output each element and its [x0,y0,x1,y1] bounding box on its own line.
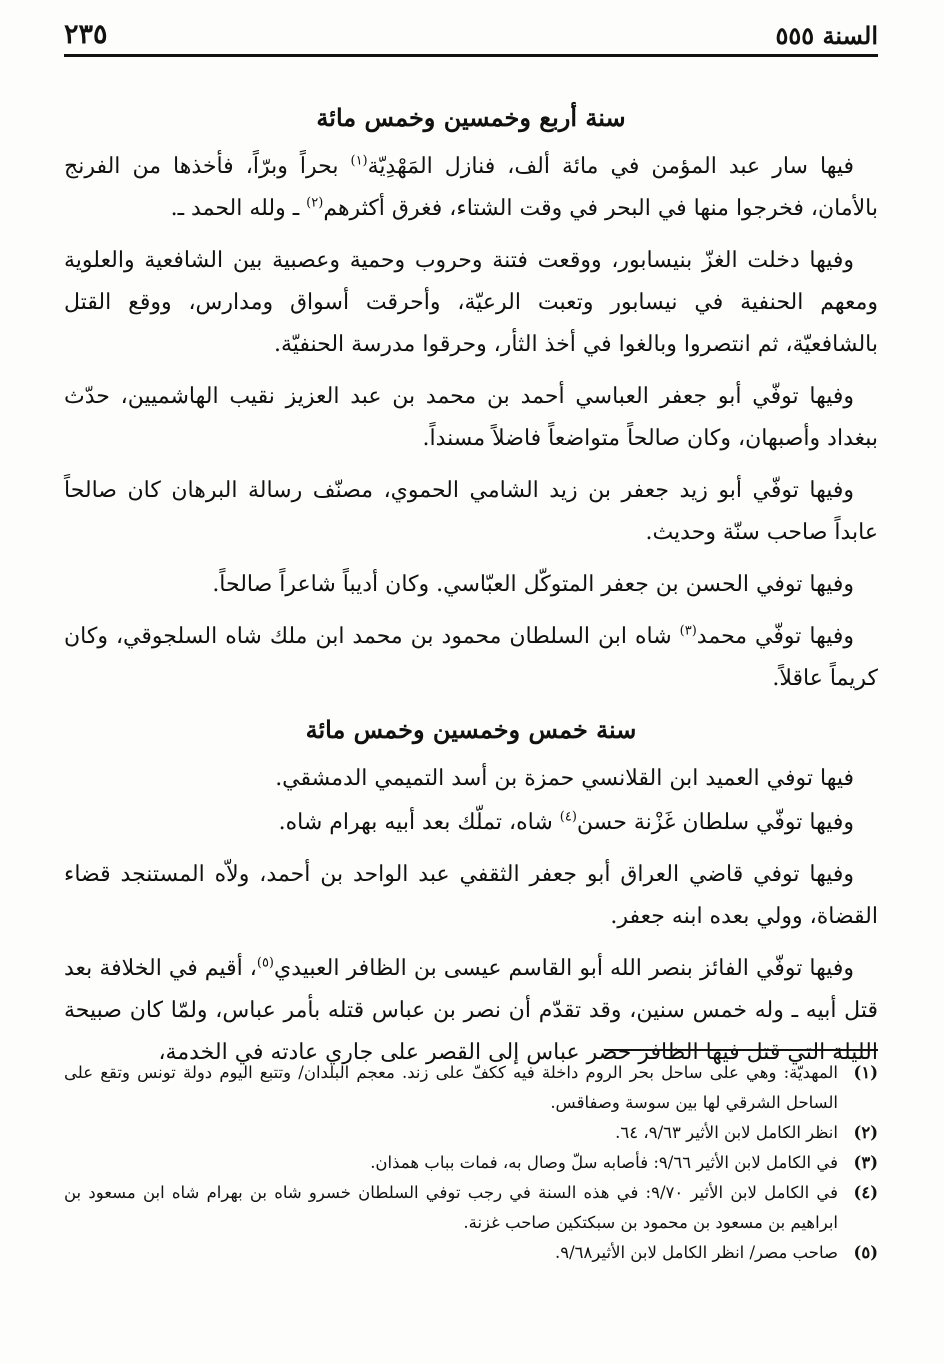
paragraph [64,854,878,938]
footnote-text: صاحب مصر/ انظر الكامل لابن الأثير٩/٦٨. [554,1243,838,1262]
paragraph-text: ، أقيم في الخلافة بعد قتل أبيه ـ وله خمس سنين، وقد تقدّم أن نصر بن عباس قتله بأمر عباس، ولمّا كان صبيحة الليلة التي قتل فيها الظافر حضر عباس إلى القصر على جاري عادته في الخدمة، [64,956,878,1065]
paragraph-text: وفيها توفي قاضي العراق أبو جعفر الثقفي عبد الواحد بن أحمد، ولاّه المستنجد قضاء القضاة، وولي بعده ابنه جعفر. [64,862,878,929]
paragraph [64,470,878,554]
paragraph [64,616,878,700]
footnote-ref[interactable]: (٢) [306,195,324,211]
footnote [64,1118,878,1148]
paragraph-text: فيها سار عبد المؤمن في مائة ألف، فنازل المَهْدِيّة [367,154,854,179]
footnote-text: في الكامل لابن الأثير ٩/٦٦: فأصابه سلّ وصال به، فمات بباب همذان. [370,1153,838,1172]
paragraph-text: وفيها توفّي أبو زيد جعفر بن زيد الشامي الحموي، مصنّف رسالة البرهان كان صالحاً عابداً صاحب سنّة وحديث. [64,478,878,545]
paragraph-text: وفيها توفّي أبو جعفر العباسي أحمد بن محمد بن عبد العزيز نقيب الهاشميين، حدّث ببغداد وأصبهان، وكان صالحاً متواضعاً فاضلاً مسنداً. [64,384,878,451]
year-heading: سنة خمس وخمسين وخمس مائة [305,715,637,744]
footnote-ref[interactable]: (٤) [559,809,577,825]
footnote [64,1058,878,1118]
paragraph-text: ـ ولله الحمد ـ. [170,196,307,221]
footnote-number: (٣) [853,1153,878,1172]
paragraph [64,240,878,366]
footnote [64,1238,878,1268]
footnote-text: انظر الكامل لابن الأثير ٩/٦٣، ٦٤. [615,1123,838,1142]
footnotes [64,1058,878,1268]
paragraph-text: بحراً وبرّاً، فأخذها من الفرنج بالأمان، فخرجوا منها في البحر في وقت الشتاء، فغرق أكثرهم [64,154,878,221]
paragraph-text: وفيها توفّي محمد [696,624,854,649]
footnote-divider [604,1049,878,1051]
paragraph [64,758,878,800]
footnote-number: (٥) [853,1243,878,1262]
paragraph-text: شاه ابن السلطان محمود بن محمد ابن ملك شاه السلجوقي، وكان كريماً عاقلاً. [64,624,878,691]
footnote-number: (٤) [853,1183,878,1202]
paragraph [64,146,878,230]
paragraph [64,948,878,1074]
paragraph-text: شاه، تملّك بعد أبيه بهرام شاه. [278,810,560,835]
page-number: ٢٣٥ [64,19,108,50]
paragraph-text: وفيها توفّي الفائز بنصر الله أبو القاسم عيسى بن الظافر العبيدي [274,956,854,981]
paragraph [64,564,878,606]
footnote-text: المهديّة: وهي على ساحل بحر الروم داخلة فيه ككفّ على زند. معجم البلدان/ وتتبع اليوم دولة تونس وتقع على الساحل الشرقي لها بين سوسة وصفاقس. [64,1063,838,1112]
footnote-number: (١) [853,1063,878,1082]
footnote-number: (٢) [853,1123,878,1142]
paragraph-text: فيها توفي العميد ابن القلانسي حمزة بن أسد التميمي الدمشقي. [275,766,854,791]
paragraph-text: وفيها توفي الحسن بن جعفر المتوكّل العبّاسي. وكان أديباً شاعراً صالحاً. [212,572,854,597]
footnote-ref[interactable]: (٥) [256,955,274,971]
footnote-ref[interactable]: (٣) [679,623,697,639]
footnote-ref[interactable]: (١) [350,153,368,169]
running-head-year: السنة ٥٥٥ [775,21,878,50]
footnote [64,1148,878,1178]
paragraph [64,802,878,844]
main-text [64,98,878,1084]
paragraph-text: وفيها توفّي سلطان غَزْنة حسن [576,810,854,835]
year-heading: سنة أربع وخمسين وخمس مائة [316,103,626,132]
footnote-text: في الكامل لابن الأثير ٩/٧٠: في هذه السنة في رجب توفي السلطان خسرو شاه بن بهرام شاه ابن مسعود بن ابراهيم بن مسعود بن محمود بن سبكتكين صاحب غزنة. [64,1183,838,1232]
footnote [64,1178,878,1238]
paragraph [64,376,878,460]
running-head [64,14,878,57]
paragraph-text: وفيها دخلت الغزّ بنيسابور، ووقعت فتنة وحروب وحمية وعصبية بين الشافعية والعلوية ومعهم الحنفية في نيسابور وتعبت الرعيّة، وأحرقت أسواق ومدارس، ووقع القتل بالشافعيّة، ثم انتصروا وبالغوا في أخذ الثأر، وحرقوا مدرسة الحنفيّة. [64,248,878,357]
